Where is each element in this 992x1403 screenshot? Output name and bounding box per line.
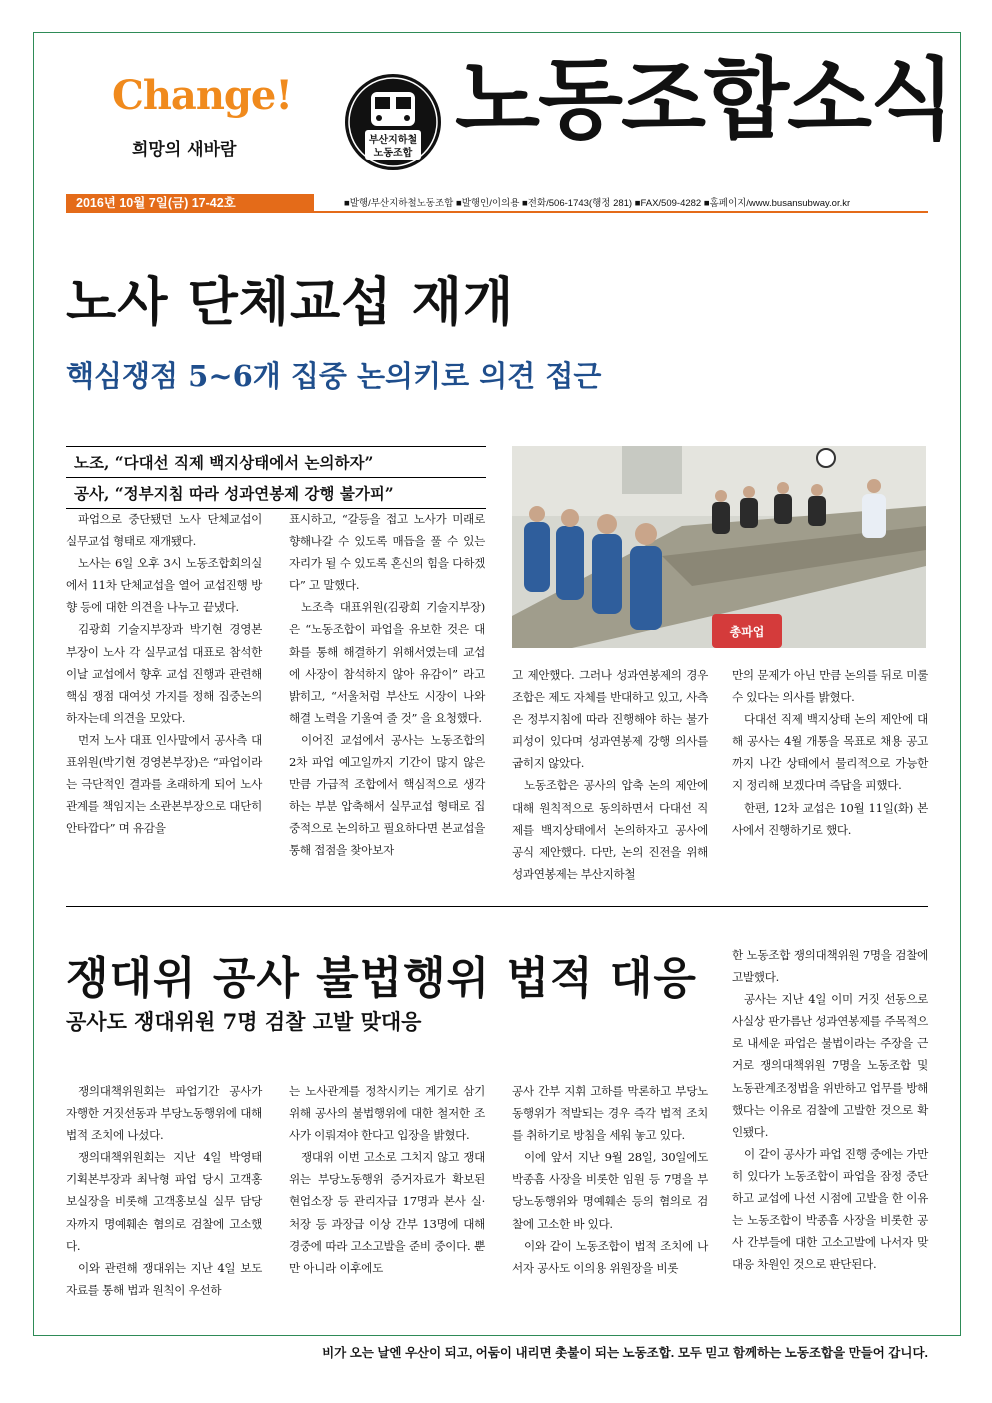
paragraph: 이어진 교섭에서 공사는 노동조합의 2차 파업 예고일까지 기간이 많지 않은 만큼 가급적 조합에서 핵심적으로 생각하는 부분 압축해서 실무교섭 형태로 집중적으로 논의하고 필요하다면 본교섭을 통해 접점을 찾아보자 <box>289 732 485 858</box>
paragraph: 쟁의대책위원회는 파업기간 공사가 자행한 거짓선동과 부당노동행위에 대해 법적 조치에 나섰다. <box>66 1084 262 1143</box>
article1-subhead: 핵심쟁점 5~6개 집중 논의키로 의견 접근 <box>66 359 602 393</box>
logo-text-top: 부산지하철 <box>368 135 418 146</box>
masthead-rule <box>314 211 928 213</box>
article2-col2 <box>289 1080 485 1279</box>
paragraph: 노동조합은 공사의 압축 논의 제안에 대해 원칙적으로 동의하면서 다대선 직제를 백지상태에서 논의하자고 공사에 공식 제안했다. 다만, 논의 진전을 위해 성과연봉제는 부산지하철 <box>512 778 708 881</box>
article2-col1 <box>66 1080 262 1301</box>
union-quote: 노조, “다대선 직제 백지상태에서 논의하자” <box>66 446 486 478</box>
paragraph: 쟁대위 이번 고소로 그치지 않고 쟁대위는 부당노동행위 증거자료가 확보된 현업소장 등 관리자급 17명과 본사 실·처장 등 과장급 이상 간부 13명에 대해 경중에 따라 고소고발을 준비 중이다. 뿐만 아니라 이후에도 <box>289 1150 485 1275</box>
article1-headline: 노사 단체교섭 재개 <box>66 273 515 333</box>
paragraph: 먼저 노사 대표 인사말에서 공사측 대표위원(박기현 경영본부장)은 “파업이라는 극단적인 결과를 초래하게 되어 노사관계를 책임지는 소관본부장으로 대단히 안타깝다” 며 유감을 <box>66 732 262 836</box>
company-quote: 공사, “정부지침 따라 성과연봉제 강행 불가피” <box>66 478 486 509</box>
paragraph: 공사 간부 지휘 고하를 막론하고 부당노동행위가 적발되는 경우 즉각 법적 조치를 취하기로 방침을 세워 놓고 있다. <box>512 1084 708 1143</box>
slogan-change: Change! <box>112 72 292 119</box>
footer-slogan: 비가 오는 날엔 우산이 되고, 어둠이 내리면 촛불이 되는 노동조합. 모두 믿고 함께하는 노동조합을 만들어 갑니다. <box>322 1346 928 1360</box>
paragraph: 한편, 12차 교섭은 10월 11일(화) 본사에서 진행하기로 했다. <box>732 800 928 837</box>
article-divider <box>66 906 928 907</box>
article1-col3 <box>512 664 708 885</box>
article2-col4 <box>732 944 928 1275</box>
paragraph: 공사는 지난 4일 이미 거짓 선동으로 사실상 판가름난 성과연봉제를 주목적으로 내세운 파업은 불법이라는 주장을 근거로 쟁의대책위원 7명을 노동조합 및 노동관계조정법을 위반하고 업무를 방해했다는 이유로 검찰에 고발한 것으로 확인됐다. <box>732 992 928 1139</box>
issue-date: 2016년 10월 7일(금) 17-42호 <box>66 194 314 213</box>
paragraph: 이와 관련해 쟁대위는 지난 4일 보도자료를 통해 법과 원칙이 우선하 <box>66 1260 262 1297</box>
paragraph: 이에 앞서 지난 9월 28일, 30일에도 박종흠 사장을 비롯한 임원 등 7명을 부당노동행위와 명예훼손 등의 혐의로 검찰에 고소한 바 있다. <box>512 1150 708 1231</box>
logo-text-bottom: 노동조합 <box>373 148 413 159</box>
paragraph: 만의 문제가 아닌 만큼 논의를 뒤로 미룰 수 있다는 의사를 밝혔다. <box>732 668 928 705</box>
photo-banner-text: 총파업 <box>729 625 765 639</box>
paragraph: 는 노사관계를 정착시키는 계기로 삼기 위해 공사의 불법행위에 대한 철저한 조사가 이뤄져야 한다고 입장을 밝혔다. <box>289 1084 485 1143</box>
article1-col4 <box>732 664 928 841</box>
paragraph: 이 같이 공사가 파업 진행 중에는 가만히 있다가 노동조합이 파업을 잠정 중단하고 교섭에 나선 시점에 고발을 한 이유는 노동조합이 박종흠 사장을 비롯한 공사 간부들에 대한 고소고발에 나서자 맞대응 차원인 것으로 판단된다. <box>732 1146 928 1272</box>
masthead-title: 노동조합소식 <box>455 47 954 151</box>
meeting-photo <box>512 446 926 648</box>
slogan-hope: 희망의 새바람 <box>132 140 237 160</box>
paragraph: 고 제안했다. 그러나 성과연봉제의 경우 조합은 제도 자체를 반대하고 있고, 사측은 정부지침에 따라 진행해야 하는 불가피성이 있다며 성과연봉제 강행 의사를 굽히지 않았다. <box>512 668 708 771</box>
publisher-info: ■발행/부산지하철노동조합 ■발행인/이의용 ■전화/506-1743(행정 281) ■FAX/509-4282 ■홈페이지/www.busansubway.or.kr <box>344 198 851 209</box>
paragraph: 한 노동조합 쟁의대책위원 7명을 검찰에 고발했다. <box>732 948 928 985</box>
article2-subhead: 공사도 쟁대위원 7명 검찰 고발 맞대응 <box>66 1009 422 1034</box>
paragraph: 이와 같이 노동조합이 법적 조치에 나서자 공사도 이의용 위원장을 비롯 <box>512 1238 708 1275</box>
article1-col2 <box>289 508 485 862</box>
quote-box <box>66 446 486 509</box>
union-logo <box>343 72 443 172</box>
article2-headline: 쟁대위 공사 불법행위 법적 대응 <box>66 953 697 1004</box>
paragraph: 다대선 직제 백지상태 논의 제안에 대해 공사는 4월 개통을 목표로 채용 공고까지 나간 상태에서 물리적으로 가능한지 정리해 보겠다며 즉답을 피했다. <box>732 712 928 793</box>
paragraph: 노사는 6일 오후 3시 노동조합회의실에서 11차 단체교섭을 열어 교섭진행 방향 등에 대한 의견을 나누고 끝냈다. <box>66 556 262 615</box>
paragraph: 김광희 기술지부장과 박기현 경영본부장이 노사 각 실무교섭 대표로 참석한 이날 교섭에서 향후 교섭 진행과 관련해 핵심 쟁점 대여섯 가지를 정해 집중논의하자는데 의견을 모았다. <box>66 622 262 725</box>
paragraph: 표시하고, “갈등을 접고 노사가 미래로 향해나갈 수 있도록 매듭을 풀 수 있는 자리가 될 수 있도록 혼신의 힘을 다하겠다” 고 말했다. <box>289 512 485 593</box>
article1-col1 <box>66 508 262 839</box>
paragraph: 노조측 대표위원(김광희 기술지부장)은 “노동조합이 파업을 유보한 것은 대화를 통해 해결하기 위해서였는데 교섭에 사장이 참석하지 않아 유감이” 라고 밝히고, “서울처럼 부산도 시장이 나와 해결 노력을 기울여 줄 것” 을 요청했다. <box>289 600 485 725</box>
article2-col3 <box>512 1080 708 1279</box>
paragraph: 파업으로 중단됐던 노사 단체교섭이 실무교섭 형태로 재개됐다. <box>66 512 262 549</box>
paragraph: 쟁의대책위원회는 지난 4일 박영태 기획본부장과 최낙형 파업 당시 고객홍보실장을 비롯해 고객홍보실 실무 담당자까지 명예훼손 혐의로 검찰에 고소했다. <box>66 1150 262 1253</box>
